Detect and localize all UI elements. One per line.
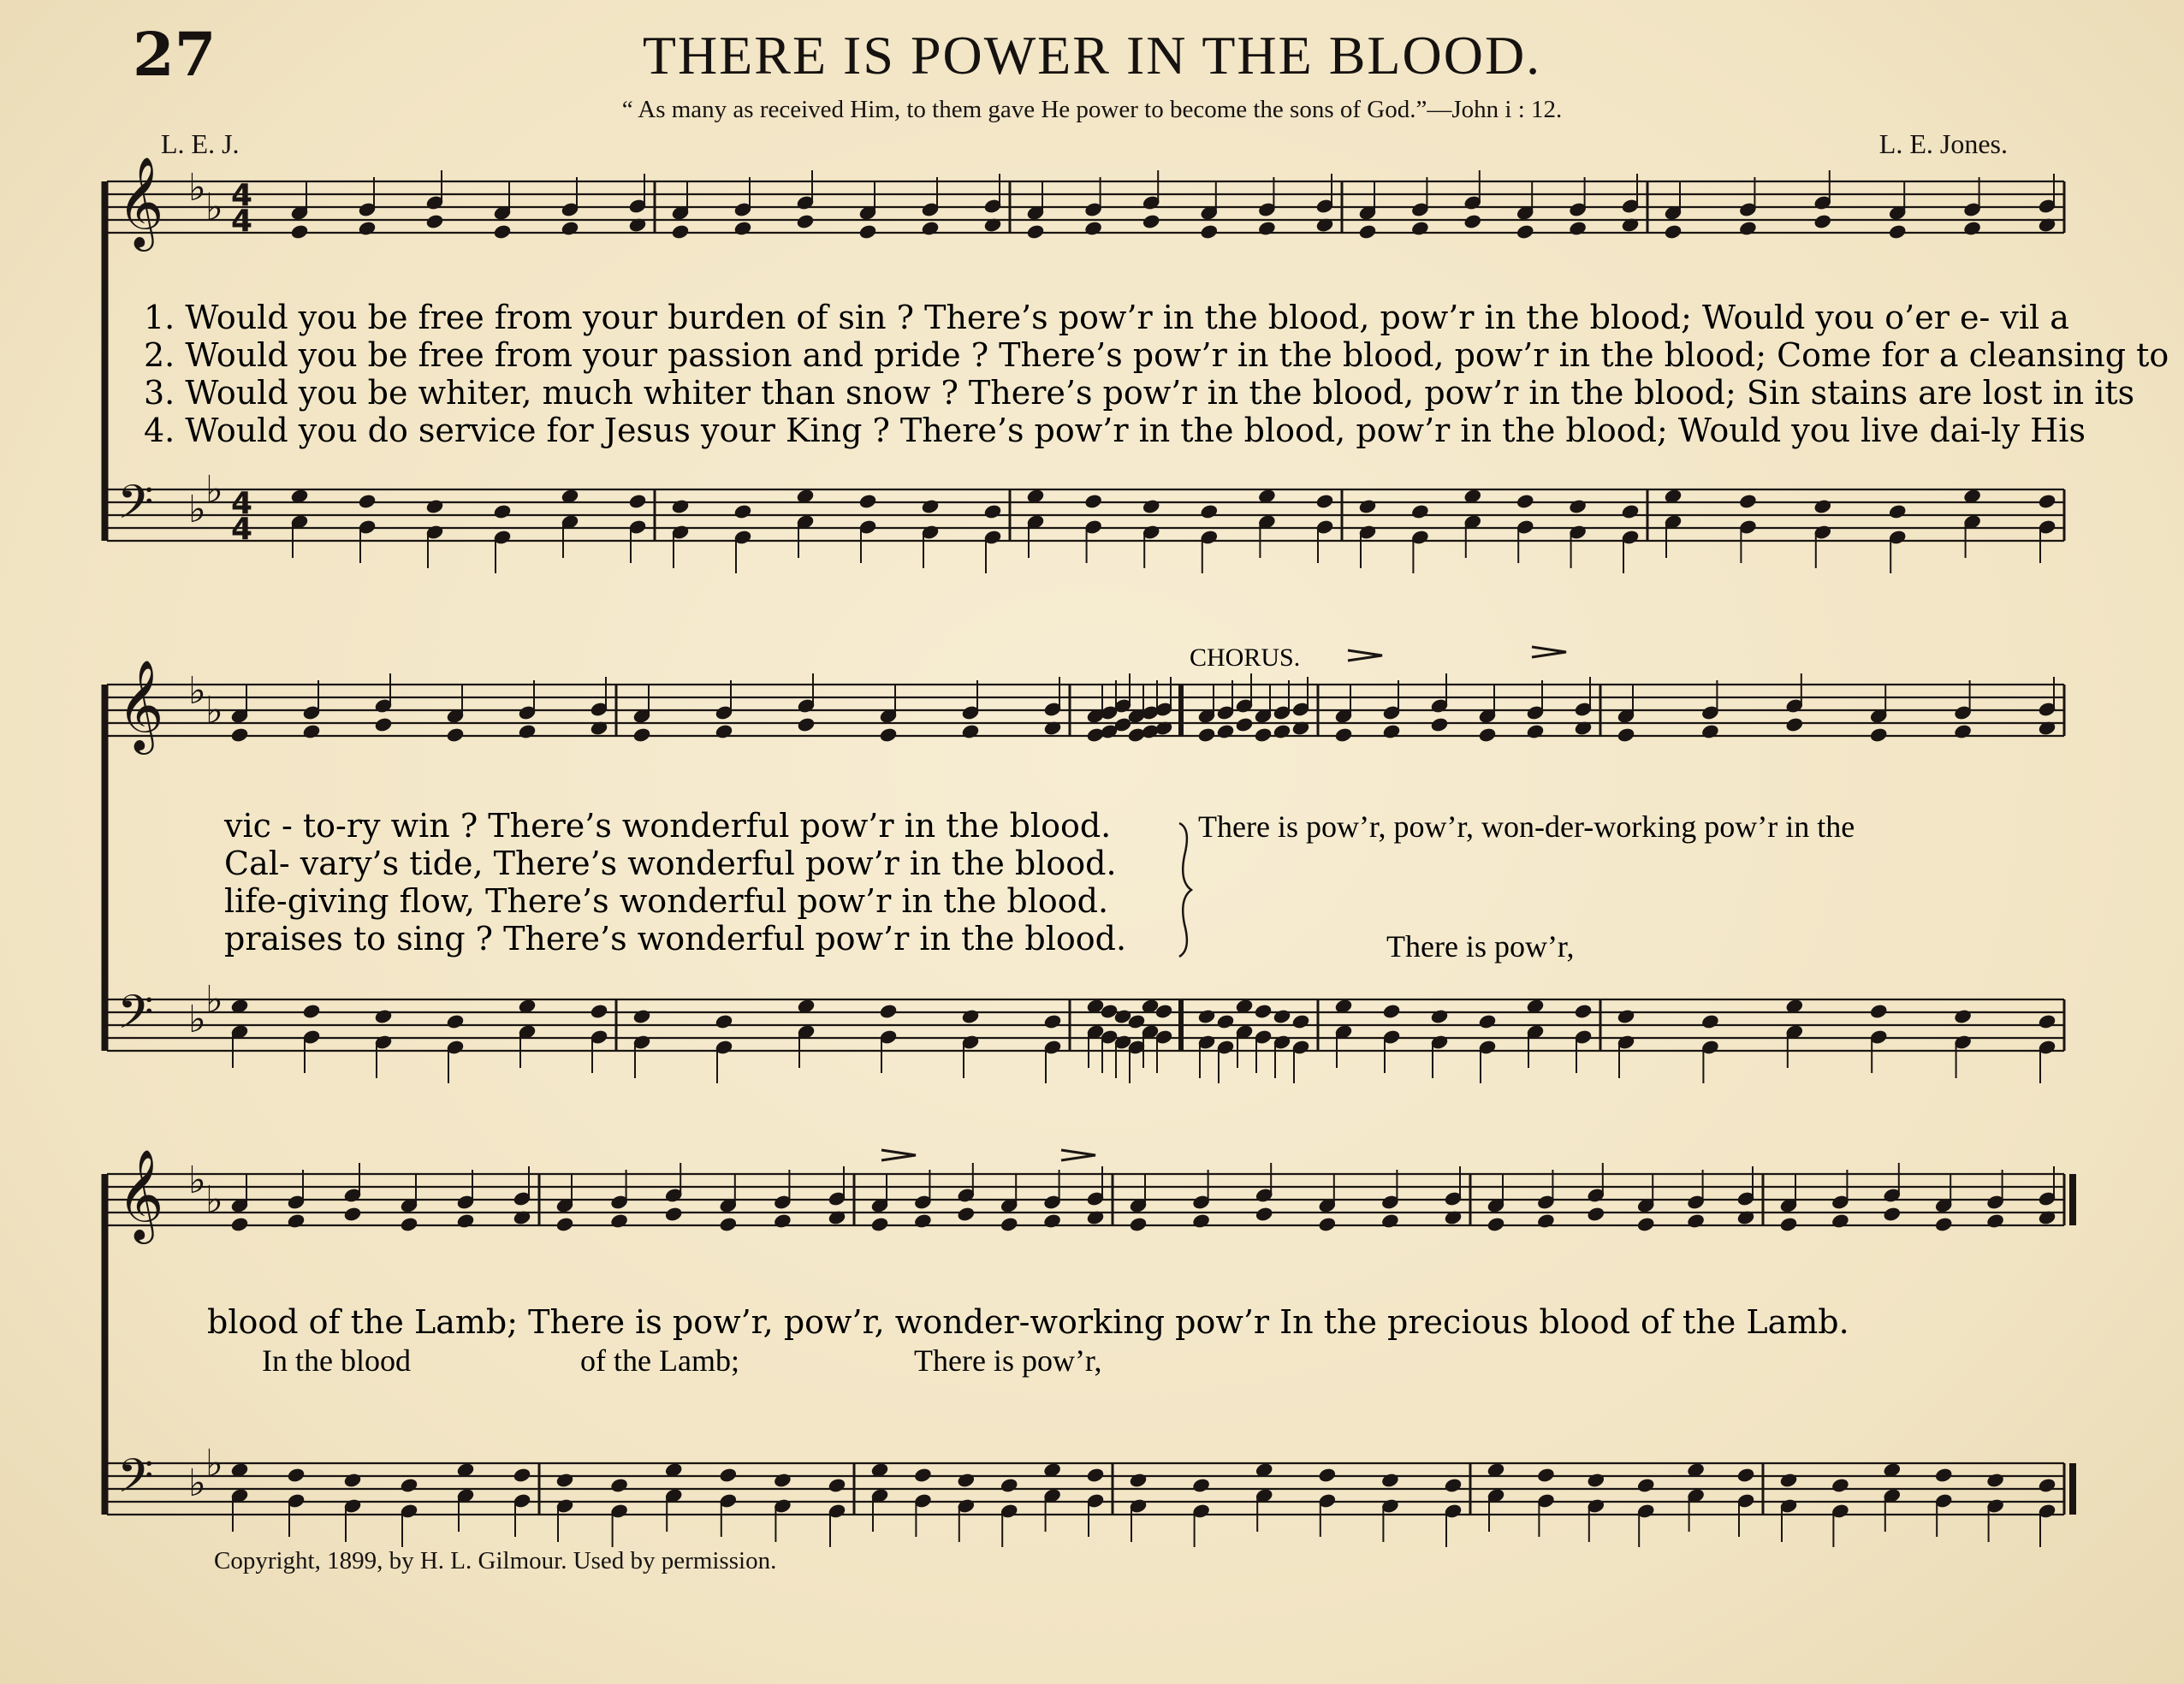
note-head <box>1192 1478 1210 1493</box>
note-head <box>1086 1468 1104 1483</box>
note-head <box>513 1468 531 1483</box>
note-head <box>671 224 689 240</box>
note-head <box>628 494 646 509</box>
note-head <box>879 727 897 743</box>
note-head <box>1026 224 1044 240</box>
accent-mark <box>1061 1150 1095 1160</box>
note-head <box>671 499 689 514</box>
note-head <box>446 1014 464 1029</box>
chorus-bass-cue-2c: There is pow’r, <box>914 1343 1102 1378</box>
note-head <box>921 221 939 236</box>
note-head <box>1192 1213 1210 1229</box>
note-head <box>1142 214 1160 229</box>
note-head <box>555 1473 573 1488</box>
note-head <box>1411 221 1429 236</box>
note-head <box>1516 494 1534 509</box>
note-head <box>287 1468 305 1483</box>
time-signature: 4 <box>231 204 253 239</box>
verse-2-ending: Cal- vary’s tide, There’s wonderful pow’r in the blood. <box>224 845 1117 882</box>
note-head <box>1889 504 1907 519</box>
note-head <box>302 1004 320 1019</box>
note-head <box>1043 1014 1061 1029</box>
time-signature: 4 <box>231 486 253 521</box>
note-head <box>1986 1473 2004 1488</box>
note-head <box>1273 724 1291 739</box>
note-head <box>1569 499 1587 514</box>
note-head <box>914 1213 932 1229</box>
note-head <box>1954 1009 1972 1024</box>
note-head <box>400 1478 418 1493</box>
note-head <box>1411 504 1429 519</box>
note-head <box>1291 1014 1309 1029</box>
lyricist-credit: L. E. J. <box>161 128 240 159</box>
note-head <box>1463 214 1481 229</box>
note-head <box>1334 727 1352 743</box>
note-head <box>1430 717 1448 732</box>
verse-1: 1. Would you be free from your burden of sin ? There’s pow’r in the blood, pow’r in the blood; Would you o’er e- vil a <box>144 299 2069 336</box>
note-head <box>555 1217 573 1232</box>
note-head <box>733 221 751 236</box>
note-head <box>287 1213 305 1229</box>
note-head <box>1870 727 1888 743</box>
note-head <box>1129 1473 1147 1488</box>
note-head <box>1381 1473 1399 1488</box>
chorus-bass-cue-2a: In the blood <box>262 1343 411 1378</box>
note-head <box>1430 1009 1448 1024</box>
note-head <box>343 1473 361 1488</box>
time-signature: 4 <box>231 512 253 547</box>
note-head <box>1200 224 1218 240</box>
accent-mark <box>881 1150 916 1160</box>
note-head <box>1779 1217 1797 1232</box>
verse-3-ending: life-giving flow, There’s wonderful pow’r in the blood. <box>224 882 1109 920</box>
note-head <box>961 1009 979 1024</box>
note-head <box>1963 221 1981 236</box>
note-head <box>358 221 376 236</box>
treble-clef: 𝄞 <box>117 659 164 750</box>
verse-bracket <box>1179 823 1191 957</box>
bass-clef: 𝄢 <box>117 985 154 1051</box>
note-head <box>1358 499 1376 514</box>
note-head <box>1197 1009 1215 1024</box>
note-head <box>1000 1217 1018 1232</box>
chorus-bass-cue-2b: of the Lamb; <box>580 1343 739 1378</box>
note-head <box>1382 724 1400 739</box>
note-head <box>230 727 248 743</box>
verse-1-ending: vic - to-ry win ? There’s wonderful pow’r in the blood. <box>224 807 1112 845</box>
note-head <box>1739 494 1757 509</box>
note-head <box>715 1014 733 1029</box>
note-head <box>1381 1213 1399 1229</box>
note-head <box>1785 717 1803 732</box>
note-head <box>610 1213 628 1229</box>
note-head <box>1587 1473 1605 1488</box>
note-head <box>1779 1473 1797 1488</box>
flat-sign: ♭ <box>205 689 223 732</box>
note-head <box>456 1213 474 1229</box>
note-head <box>1216 1014 1234 1029</box>
note-head <box>961 724 979 739</box>
note-head <box>870 1217 888 1232</box>
note-head <box>1637 1217 1655 1232</box>
note-head <box>1687 1213 1705 1229</box>
note-head <box>1637 1478 1655 1493</box>
note-head <box>665 1207 683 1222</box>
chorus-lyrics-1: There is pow’r, pow’r, won-der-working pow’r in the <box>1198 809 1855 844</box>
note-head <box>230 1217 248 1232</box>
verse-3: 3. Would you be whiter, much whiter than snow ? There’s pow’r in the blood, pow’r in the blood; Sin stains are lost in its <box>144 374 2135 412</box>
note-head <box>1318 1468 1336 1483</box>
flat-sign: ♭ <box>188 1159 206 1202</box>
note-head <box>1142 499 1160 514</box>
note-head <box>1883 1207 1901 1222</box>
verse-4-ending: praises to sing ? There’s wonderful pow’r in the blood. <box>224 920 1127 958</box>
note-head <box>1736 1468 1754 1483</box>
note-head <box>1617 1009 1635 1024</box>
note-head <box>610 1478 628 1493</box>
note-head <box>1043 1213 1061 1229</box>
composer-credit: L. E. Jones. <box>1878 128 2008 159</box>
note-head <box>1129 1217 1147 1232</box>
note-head <box>493 224 511 240</box>
note-head <box>400 1217 418 1232</box>
note-head <box>358 494 376 509</box>
note-head <box>796 214 814 229</box>
note-head <box>957 1207 975 1222</box>
note-head <box>1478 727 1496 743</box>
note-head <box>2038 1014 2056 1029</box>
note-head <box>719 1468 737 1483</box>
note-head <box>1516 224 1534 240</box>
time-signature: 4 <box>231 178 253 213</box>
note-head <box>1954 724 1972 739</box>
note-head <box>1258 221 1276 236</box>
note-head <box>425 214 443 229</box>
note-head <box>1200 504 1218 519</box>
note-head <box>1255 1207 1273 1222</box>
note-head <box>957 1473 975 1488</box>
note-head <box>921 499 939 514</box>
note-head <box>1358 224 1376 240</box>
note-head <box>1273 1009 1291 1024</box>
note-head <box>1084 221 1102 236</box>
note-head <box>1318 1217 1336 1232</box>
page-number: 27 <box>133 19 217 90</box>
accent-mark <box>1532 647 1566 657</box>
flat-sign: ♭ <box>188 669 206 713</box>
note-head <box>733 504 751 519</box>
scripture-quote: “ As many as received Him, to them gave He power to become the sons of God.”—John i : 12. <box>621 96 1563 123</box>
treble-clef: 𝄞 <box>117 156 164 247</box>
note-head <box>1813 214 1831 229</box>
note-head <box>879 1004 897 1019</box>
note-head <box>590 1004 608 1019</box>
note-head <box>1664 224 1682 240</box>
flat-sign: ♭ <box>188 488 206 531</box>
copyright-notice: Copyright, 1899, by H. L. Gilmour. Used by permission. <box>214 1547 777 1574</box>
note-head <box>1569 221 1587 236</box>
note-head <box>1739 221 1757 236</box>
note-head <box>1382 1004 1400 1019</box>
chorus-bass-cue-1: There is pow’r, <box>1386 929 1575 964</box>
note-head <box>425 499 443 514</box>
note-head <box>1216 724 1234 739</box>
verse-4: 4. Would you do service for Jesus your King ? There’s pow’r in the blood, pow’r in the blood; Would you live dai-ly His <box>144 412 2086 449</box>
note-head <box>719 1217 737 1232</box>
flat-sign: ♭ <box>205 1178 223 1222</box>
note-head <box>1537 1468 1555 1483</box>
note-head <box>302 724 320 739</box>
note-head <box>1986 1213 2004 1229</box>
note-head <box>828 1478 846 1493</box>
note-head <box>343 1207 361 1222</box>
note-head <box>632 727 650 743</box>
note-head <box>1254 1004 1272 1019</box>
note-head <box>1935 1217 1953 1232</box>
hymn-title: THERE IS POWER IN THE BLOOD. <box>642 25 1542 86</box>
note-head <box>1444 1478 1462 1493</box>
flat-sign: ♭ <box>188 998 206 1041</box>
note-head <box>446 727 464 743</box>
flat-sign: ♭ <box>205 186 223 229</box>
note-head <box>2038 494 2056 509</box>
note-head <box>1870 1004 1888 1019</box>
note-head <box>632 1009 650 1024</box>
note-head <box>374 1009 392 1024</box>
note-head <box>858 494 876 509</box>
note-head <box>374 717 392 732</box>
note-head <box>518 724 536 739</box>
verse-2: 2. Would you be free from your passion and pride ? There’s pow’r in the blood, pow’r in the blood; Come for a cleansing to <box>144 336 2169 374</box>
flat-sign: ♭ <box>205 468 223 512</box>
note-head <box>1487 1217 1504 1232</box>
flat-sign: ♭ <box>205 1442 223 1485</box>
note-head <box>774 1473 792 1488</box>
note-head <box>715 724 733 739</box>
note-head <box>1315 494 1333 509</box>
note-head <box>983 504 1001 519</box>
note-head <box>1254 727 1272 743</box>
note-head <box>2038 1478 2056 1493</box>
note-head <box>1537 1213 1555 1229</box>
note-head <box>1235 717 1253 732</box>
note-head <box>774 1213 792 1229</box>
flat-sign: ♭ <box>188 166 206 210</box>
note-head <box>1617 727 1635 743</box>
flat-sign: ♭ <box>205 978 223 1022</box>
note-head <box>1478 1014 1496 1029</box>
chorus-label: CHORUS. <box>1190 643 1301 672</box>
flat-sign: ♭ <box>188 1462 206 1505</box>
note-head <box>493 504 511 519</box>
note-head <box>1526 724 1544 739</box>
accent-mark <box>1348 650 1382 661</box>
note-head <box>1084 494 1102 509</box>
note-head <box>1000 1478 1018 1493</box>
note-head <box>1935 1468 1953 1483</box>
note-head <box>858 224 876 240</box>
note-head <box>1813 499 1831 514</box>
treble-clef: 𝄞 <box>117 1148 164 1240</box>
note-head <box>1621 504 1639 519</box>
bass-clef: 𝄢 <box>117 475 154 541</box>
note-head <box>1701 1014 1719 1029</box>
bass-clef: 𝄢 <box>117 1449 154 1515</box>
note-head <box>1587 1207 1605 1222</box>
note-head <box>1197 727 1215 743</box>
chorus-lyrics-2: blood of the Lamb; There is pow’r, pow’r, wonder-working pow’r In the precious blood of the Lamb. <box>207 1303 1849 1341</box>
note-head <box>1831 1213 1849 1229</box>
note-head <box>1701 724 1719 739</box>
note-head <box>1889 224 1907 240</box>
note-head <box>1574 1004 1592 1019</box>
note-head <box>797 717 815 732</box>
note-head <box>1831 1478 1849 1493</box>
note-head <box>290 224 308 240</box>
note-head <box>914 1468 932 1483</box>
note-head <box>561 221 579 236</box>
